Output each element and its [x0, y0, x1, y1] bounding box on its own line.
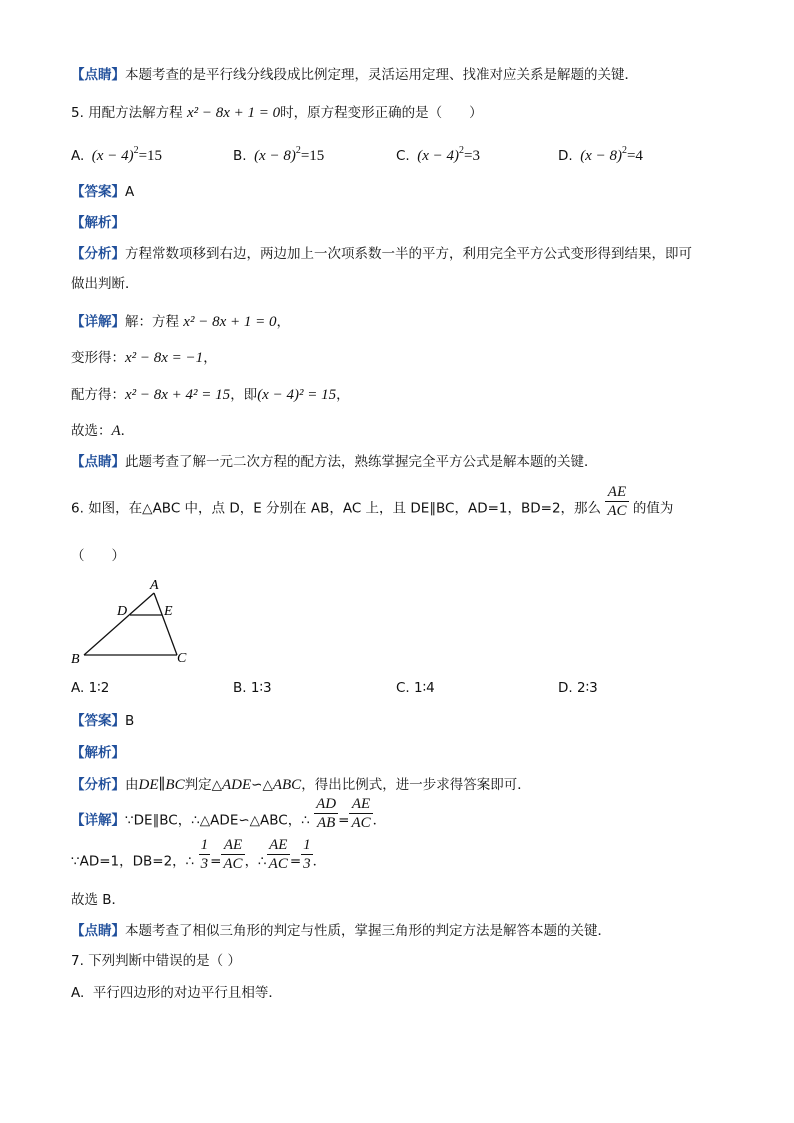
q5-step1: 变形得：x² − 8x = −1， [71, 350, 217, 366]
q5-option-c: C. $(x - 4)^2=3$ [396, 145, 480, 164]
q7-stem: 7. 下列判断中错误的是（ ） [71, 953, 241, 969]
q6-conclusion: 故选 B． [71, 892, 126, 908]
q5-stem: 5. 用配方法解方程 x² − 8x + 1 = 0时，原方程变形正确的是（ ） [71, 105, 483, 121]
q6-frac: $\frac{AE}{AC}$ [607, 484, 627, 519]
q6-option-d: D. 2∶3 [558, 680, 598, 696]
q5-option-b: B. $(x - 8)^2=15$ [233, 145, 325, 164]
q5-remark: 【点睛】此题考查了解一元二次方程的配方法，熟练掌握完全平方公式是解本题的关键． [71, 454, 598, 470]
triangle-figure [66, 575, 196, 670]
q6-option-a: A. 1∶2 [71, 680, 110, 696]
q6-jiexi: 【解析】 [71, 745, 125, 761]
tag-dianjing: 【点睛】 [71, 67, 125, 83]
label-e: E [164, 604, 173, 619]
q5-jiexi: 【解析】 [71, 215, 125, 231]
q5-step2: 配方得：x² − 8x + 4² = 15，即(x − 4)² = 15， [71, 387, 350, 403]
q7-option-a: A. 平行四边形的对边平行且相等． [71, 985, 282, 1001]
q6-stem: 6. 如图，在△ABC 中，点 D，E 分别在 AB，AC 上，且 DE∥BC，AD=1，BD=2，那么 $\frac{AE}{AC}$ 的值为 [71, 484, 674, 519]
remark-prev: 【点睛】本题考查的是平行线分线段成比例定理，灵活运用定理、找准对应关系是解题的关键． [71, 67, 638, 83]
q6-option-b: B. 1∶3 [233, 680, 272, 696]
q5-detail: 【详解】解：方程 x² − 8x + 1 = 0， [71, 314, 290, 330]
label-b: B [71, 652, 80, 667]
q5-conclusion: 故选：A． [71, 423, 135, 439]
side-ac [154, 593, 177, 655]
label-a: A [150, 578, 159, 593]
label-c: C [177, 651, 187, 666]
q5-option-a: A. $(x - 4)^2=15$ [71, 145, 163, 164]
q5-analysis: 【分析】方程常数项移到右边，两边加上一次项系数一半的平方，利用完全平方公式变形得到结果，即可 [71, 246, 692, 262]
q6-detail-2: ∵AD=1，DB=2，∴ $\frac{1}{3}$ = $\frac{AE}{AC}$ ，∴ $\frac{AE}{AC}$ = $\frac{1}{3}$ ． [71, 837, 327, 872]
q5-option-d: D. $(x - 8)^2=4$ [558, 145, 643, 164]
q6-answer: 【答案】B [71, 713, 135, 729]
q5-answer: 【答案】A [71, 184, 135, 200]
q6-detail: 【详解】∵DE∥BC，∴△ADE∽△ABC，∴ $\frac{AD}{AB}$ = $\frac{AE}{AC}$ ． [71, 796, 387, 831]
label-d: D [117, 604, 128, 619]
q5-analysis-cont: 做出判断． [71, 276, 139, 292]
q6-remark: 【点睛】本题考查了相似三角形的判定与性质，掌握三角形的判定方法是解答本题的关键． [71, 923, 611, 939]
q6-option-c: C. 1∶4 [396, 680, 435, 696]
q6-paren: （ ） [71, 548, 125, 564]
q5-equation: x² − 8x + 1 = 0 [186, 105, 281, 121]
q6-analysis: 【分析】由DE∥BC判定△ADE∽△ABC，得出比例式，进一步求得答案即可． [71, 777, 531, 793]
side-ab [84, 593, 154, 655]
